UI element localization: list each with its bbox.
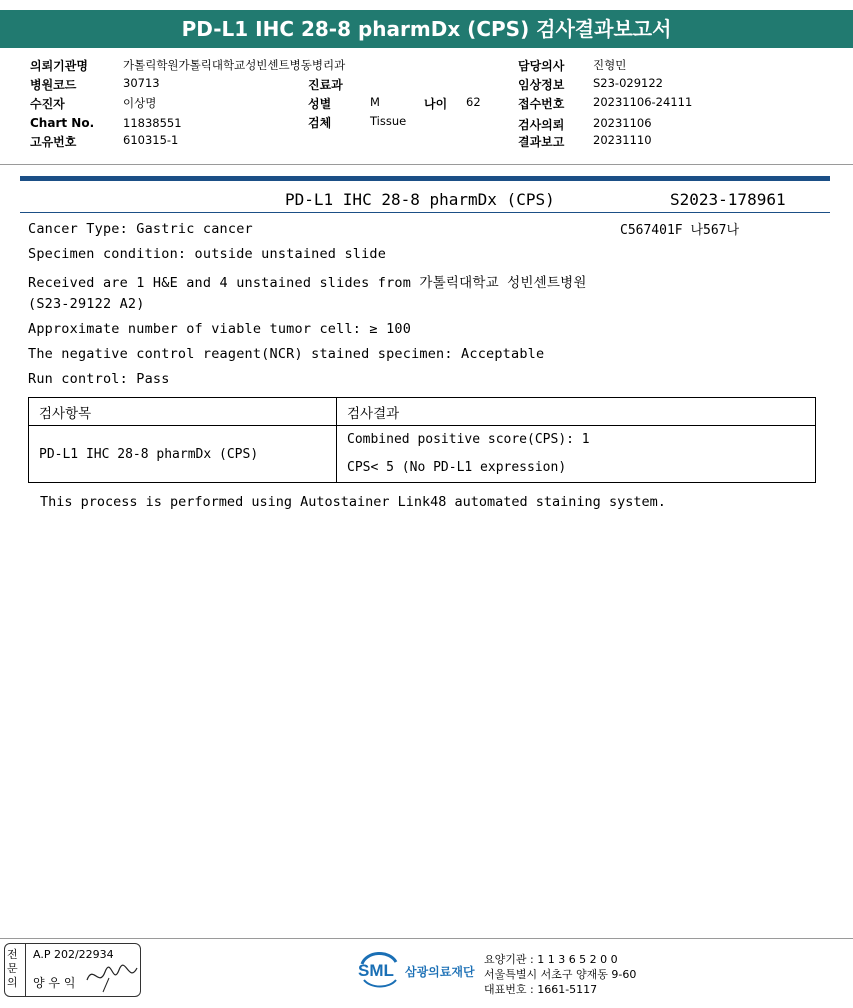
body-line: (S23-29122 A2) [28,296,145,312]
specimen-code: C567401F 나567나 [620,223,740,238]
dept-label: 진료과 [308,78,343,92]
clinical-value: S23-029122 [593,76,663,90]
institution-value: 가톨릭학원가톨릭대학교성빈센트병동병리과 [123,58,346,72]
result-date-value: 20231110 [593,133,652,147]
report-title: PD-L1 IHC 28-8 pharmDx (CPS) 검사결과보고서 [0,10,853,48]
specimen-value: Tissue [370,114,407,128]
pathologist-stamp [4,943,141,997]
address: 서울특별시 서초구 양재동 9-60 [484,968,637,981]
stamp-label: 전문의 [7,948,18,989]
col-item-header: 검사항목 [29,398,337,426]
doctor-label: 담당의사 [518,59,565,73]
test-item: PD-L1 IHC 28-8 pharmDx (CPS) [29,426,337,483]
clinical-label: 임상정보 [518,78,565,92]
body-line: Received are 1 H&E and 4 unstained slides from 가톨릭대학교 성빈센트병원 [28,275,587,291]
table-header-row [29,398,816,426]
receiver-value: 이상명 [123,96,157,110]
test-result [337,426,816,483]
result-table [28,397,816,483]
process-note: This process is performed using Autostainer Link48 automated staining system. [40,494,666,510]
blue-top-bar [20,176,830,181]
unique-label: 고유번호 [30,135,77,149]
chart-value: 11838551 [123,116,182,130]
logo-text: SML [358,961,394,980]
stamp-name: 양 우 익 [33,976,76,990]
accession-label: 접수번호 [518,97,565,111]
specimen-label: 검체 [308,116,332,130]
body-line: Cancer Type: Gastric cancer [28,221,253,237]
case-number: S2023-178961 [670,190,786,209]
header-divider [0,164,853,165]
doctor-value: 진형민 [593,58,627,72]
accession-value: 20231106-24111 [593,95,693,109]
test-name-heading: PD-L1 IHC 28-8 pharmDx (CPS) [285,190,555,209]
result-line-interpretation: CPS< 5 (No PD-L1 expression) [347,460,567,475]
age-label: 나이 [424,97,448,111]
age-value: 62 [466,95,481,109]
result-line-cps: Combined positive score(CPS): 1 [347,432,590,447]
org-code: 요양기관 : 1 1 3 6 5 2 0 0 [484,953,618,966]
phone: 대표번호 : 1661-5117 [484,983,598,996]
foundation-name: 삼광의료재단 [405,965,475,979]
col-result-header: 검사결과 [337,398,816,426]
stamp-divider [25,944,26,996]
stamp-ap-number: A.P 202/22934 [33,948,114,961]
footer-divider [0,938,853,939]
body-line: Approximate number of viable tumor cell: ≥ 100 [28,321,412,337]
body-line: Specimen condition: outside unstained slide [28,246,387,262]
request-label: 검사의뢰 [518,118,565,132]
request-value: 20231106 [593,116,652,130]
heading-rule [20,212,830,213]
unique-value: 610315-1 [123,133,179,147]
hospital-code-value: 30713 [123,76,160,90]
receiver-label: 수진자 [30,97,65,111]
body-line: The negative control reagent(NCR) stained specimen: Acceptable [28,346,545,362]
hospital-code-label: 병원코드 [30,78,77,92]
chart-label: Chart No. [30,116,95,130]
body-line: Run control: Pass [28,371,170,387]
institution-label: 의뢰기관명 [30,59,88,73]
result-date-label: 결과보고 [518,135,565,149]
table-row [29,426,816,483]
sex-label: 성별 [308,97,332,111]
signature-icon [83,958,141,994]
sml-logo [356,950,402,990]
sex-value: M [370,95,380,109]
